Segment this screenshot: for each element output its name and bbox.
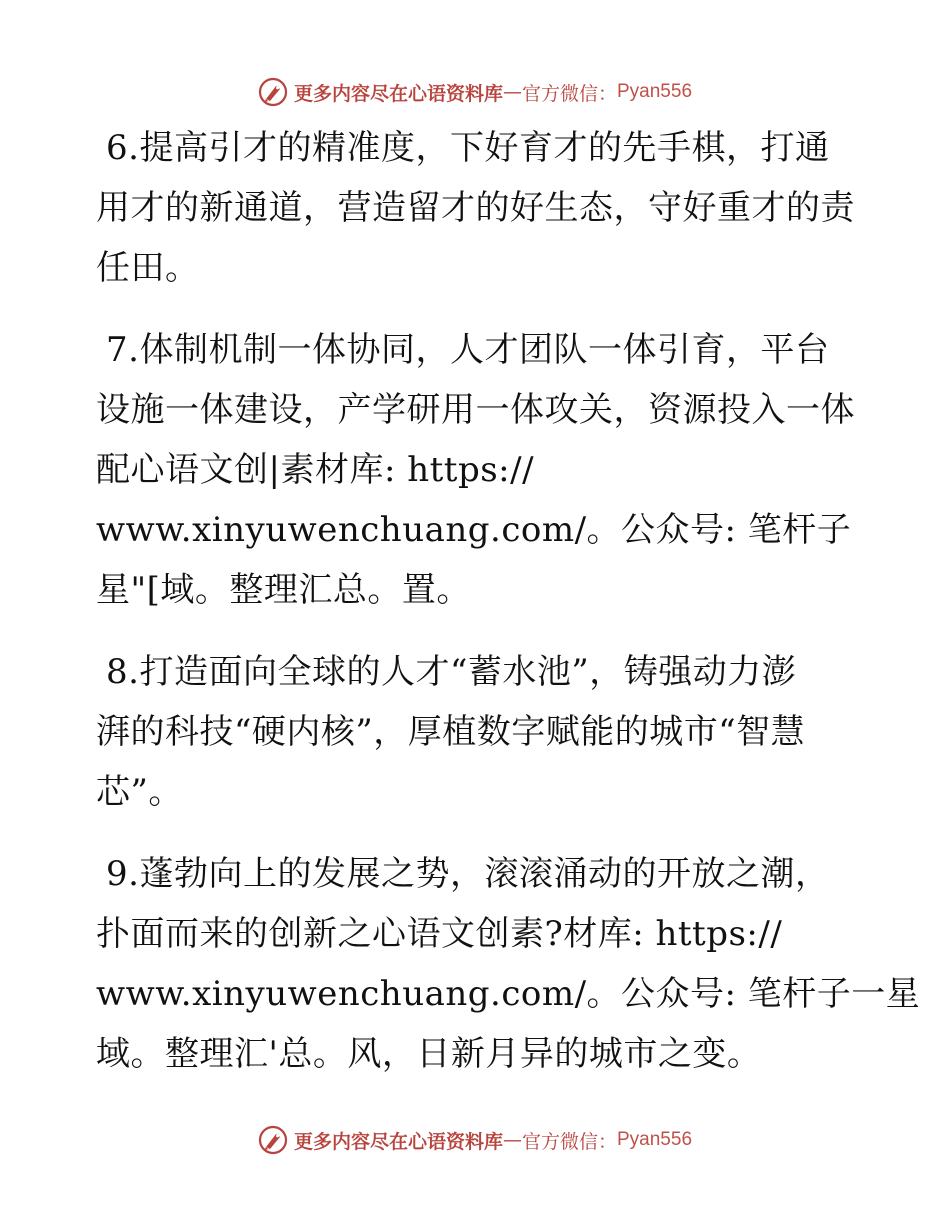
banner-account: Pyan556 (617, 1129, 693, 1150)
paragraph-9 (96, 844, 921, 1084)
paragraph-8 (96, 642, 856, 822)
text-line: www.xinyuwenchuang.com/。公众号: 笔杆子 (96, 510, 852, 550)
banner-separator: — (502, 81, 522, 103)
text-line: 配心语文创|素材库: https:// (96, 450, 535, 490)
banner-account: Pyan556 (617, 81, 693, 102)
text-line: 湃的科技“硬内核”，厚植数字赋能的城市“智慧 (96, 712, 806, 752)
text-line: 芯”。 (96, 772, 183, 812)
header-banner (0, 72, 950, 112)
banner-wechat-label: 官方微信： (521, 82, 617, 105)
text-line: 8.打造面向全球的人才“蓄水池”，铸强动力澎 (106, 652, 797, 692)
text-line: 设施一体建设，产学研用一体攻关，资源投入一体 (96, 390, 855, 430)
text-line: 9.蓬勃向上的发展之势，滚滚涌动的开放之潮， (106, 854, 830, 894)
banner-separator: — (502, 1129, 522, 1151)
text-line: 域。整理汇'总。风，日新月异的城市之变。 (96, 1034, 762, 1074)
text-line: 用才的新通道，营造留才的好生态，守好重才的责 (96, 188, 855, 228)
document-body (96, 118, 921, 1106)
banner-wechat-label: 官方微信： (521, 1130, 617, 1153)
pen-nib-logo-icon (258, 1125, 288, 1155)
text-line: 星"[域。整理汇总。置。 (96, 570, 471, 610)
banner-brand-text: 更多内容尽在心语资料库 (293, 1130, 503, 1153)
text-line: 任田。 (96, 248, 200, 288)
text-line: 6.提高引才的精准度，下好育才的先手棋，打通 (106, 128, 830, 168)
text-line: www.xinyuwenchuang.com/。公众号: 笔杆子一星 (96, 974, 921, 1014)
footer-banner (0, 1120, 950, 1160)
text-line: 扑面而来的创新之心语文创素?材库: https:// (96, 914, 783, 954)
paragraph-6 (96, 118, 856, 298)
pen-nib-logo-icon (258, 77, 288, 107)
paragraph-7 (96, 320, 856, 620)
banner-brand-text: 更多内容尽在心语资料库 (293, 82, 503, 105)
text-line: 7.体制机制一体协同，人才团队一体引育，平台 (106, 330, 830, 370)
